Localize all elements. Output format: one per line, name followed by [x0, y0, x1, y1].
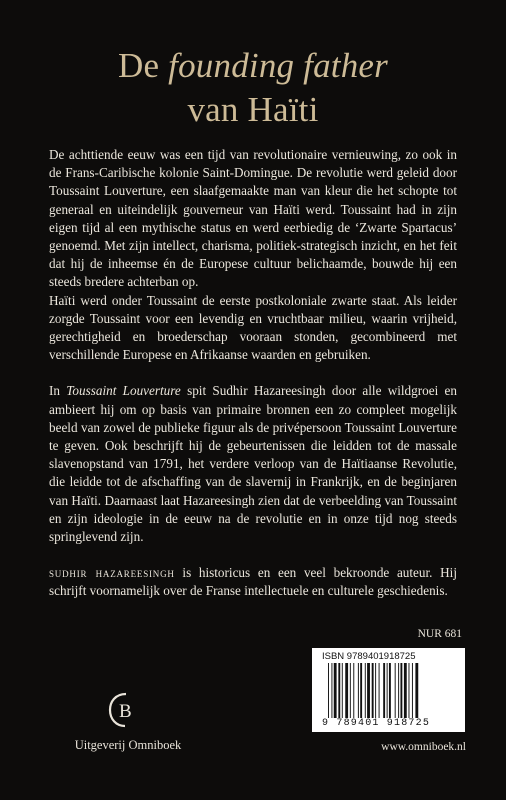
title-line2: van Haïti — [187, 90, 319, 129]
title-line1-italic: founding father — [168, 46, 388, 85]
author-bio-text: is historicus en een veel bekroonde auteur. Hij schrijft voornamelijk over de Franse intellectuele en culturele geschiedenis. — [49, 565, 457, 599]
paragraph-intro: De achttiende eeuw was een tijd van revolutionaire vernieuwing, zo ook in de Frans-Caribische kolonie Saint-Domingue. De revolutie werd geleid door Toussaint Louverture, een slaafgemaakte man van kleur die het schopte tot generaal en uiteindelijk gouverneur van Haïti werd. Toussaint had in zijn eigen tijd al een mythische status en werd eerbiedig de ‘Zwarte Spartacus’ genoemd. Met zijn intellect, charisma, politiek-strategisch inzicht, en het feit dat hij de inheemse én de Europese cultuur belichaamde, bouwde hij een steeds bredere achterban op. — [49, 147, 457, 290]
paragraph-haiti: Haïti werd onder Toussaint de eerste postkoloniale zwarte staat. Als leider zorgde Toussaint voor een levendig en vruchtbaar milieu, waarin vrijheid, gerechtigheid en broederschap vooraan stonden, gecombineerd met verschillende Europese en Afrikaanse waarden en gebruiken. — [49, 292, 457, 363]
isbn-barcode-box — [312, 648, 465, 732]
paragraph-book — [49, 382, 457, 546]
logo-letter: B — [119, 701, 132, 722]
omniboek-logo-icon — [106, 690, 140, 730]
isbn-label: ISBN 9789401918725 — [322, 651, 416, 662]
book-reference: Toussaint Louverture — [66, 383, 181, 399]
barcode-icon — [326, 663, 451, 718]
paragraph-book-prefix: In — [49, 383, 67, 399]
publisher-name: Uitgeverij Omniboek — [74, 738, 182, 752]
book-title — [0, 44, 506, 132]
paragraph-book-rest: spit Sudhir Hazareesingh door alle wildgroei en ambieert hij om op basis van primaire bronnen een zo compleet mogelijk beeld van zowel de publieke figuur als de privépersoon Toussaint Louverture te geven. Ook beschrijft hij de gebeurtenissen die leidden tot de massale slavenopstand van 1791, het verdere verloop van de Haïtiaanse Revolutie, die leidde tot de afschaffing van de slavernij in Frankrijk, en de beginjaren van Haïti. Daarnaast laat Hazareesingh zien dat de verbeelding van Toussaint en zijn ideologie in de eeuw na de revolutie en in onze tijd nog steeds springlevend zijn. — [49, 383, 457, 545]
author-bio — [49, 564, 457, 600]
title-line1-prefix: De — [118, 46, 169, 85]
publisher-url: www.omniboek.nl — [381, 741, 466, 753]
author-name: sudhir hazareesingh — [49, 566, 175, 581]
isbn-digits: 9 789401 918725 — [322, 718, 431, 729]
blurb — [49, 146, 457, 601]
nur-code: NUR 681 — [417, 628, 462, 640]
